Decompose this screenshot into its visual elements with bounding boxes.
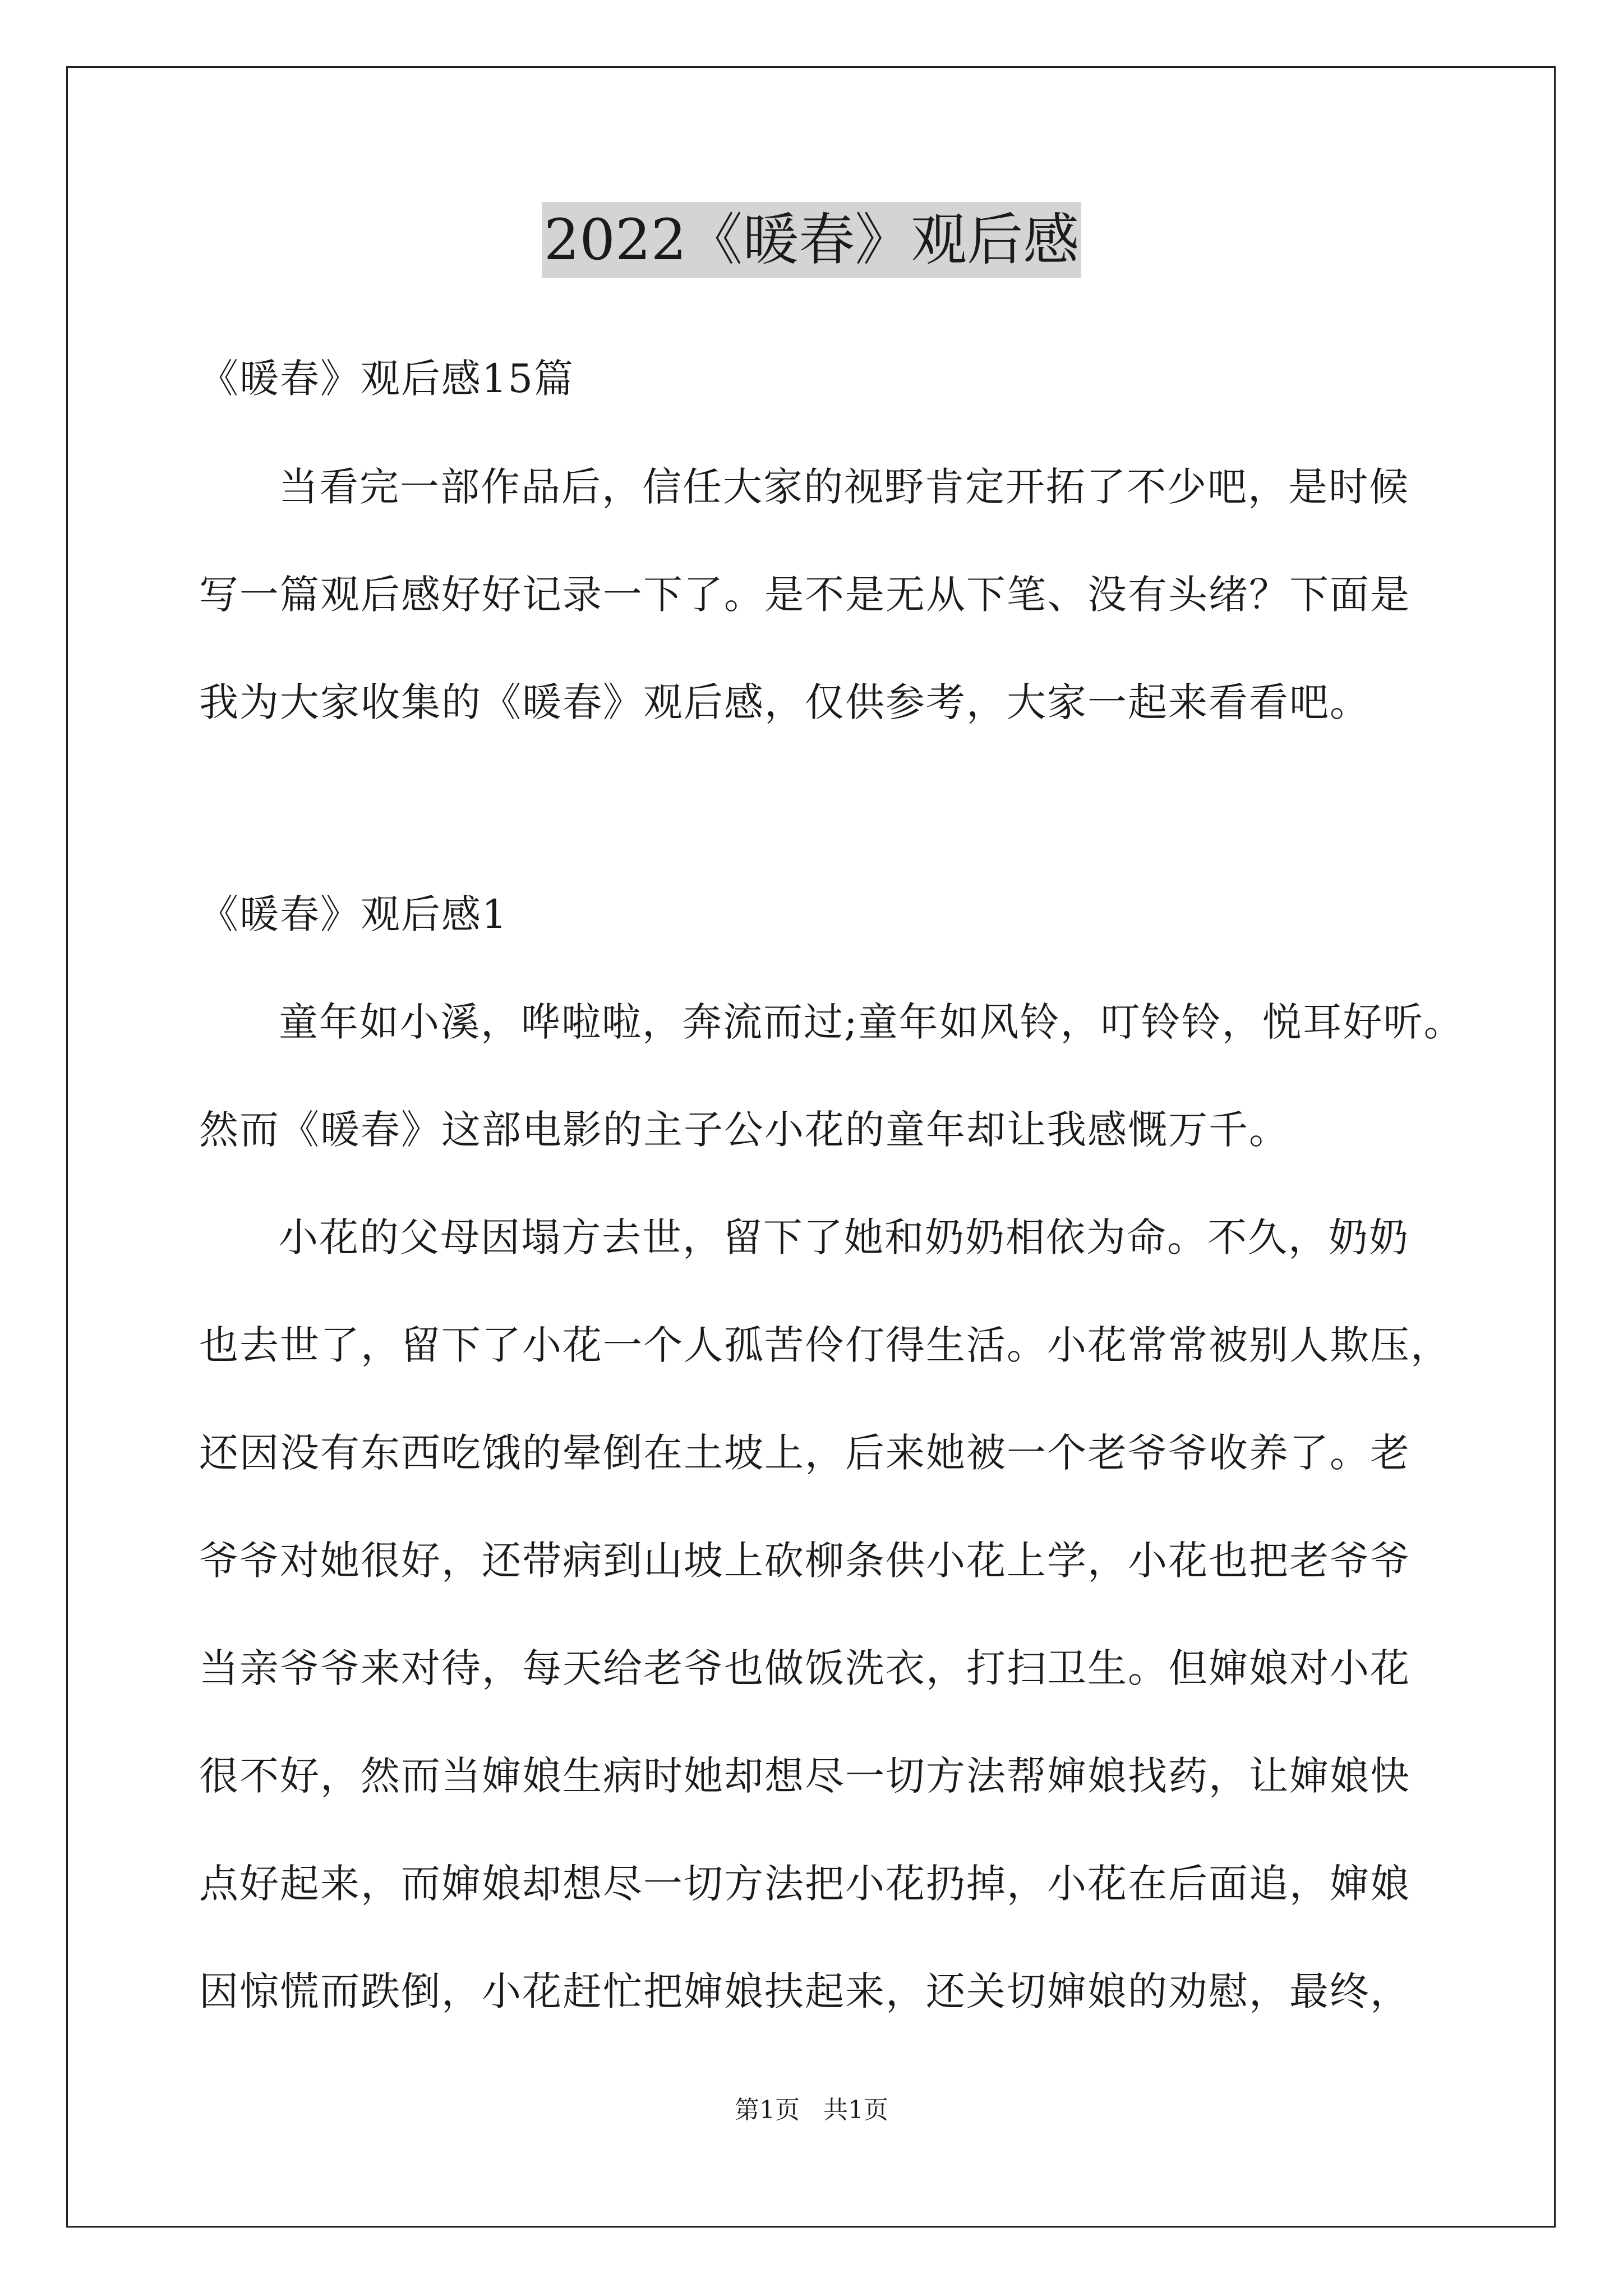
intro-line-1: 当看完一部作品后，信任大家的视野肯定开拓了不少吧，是时候: [279, 464, 1409, 510]
document-title: 2022《暖春》观后感: [542, 202, 1082, 278]
paragraph2-line-3: 还因没有东西吃饿的晕倒在土坡上，后来她被一个老爷爷收养了。老: [199, 1430, 1410, 1476]
section-heading: 《暖春》观后感1: [199, 891, 508, 937]
intro-line-2: 写一篇观后感好好记录一下了。是不是无从下笔、没有头绪？下面是: [199, 572, 1410, 618]
paragraph2-line-1: 小花的父母因塌方去世，留下了她和奶奶相依为命。不久，奶奶: [279, 1214, 1409, 1260]
page-footer: 第1页 共1页: [735, 2096, 888, 2124]
title-container: [0, 202, 1623, 278]
paragraph2-line-8: 因惊慌而跌倒，小花赶忙把婶娘扶起来，还关切婶娘的劝慰，最终，: [199, 1968, 1410, 2014]
paragraph2-line-2: 也去世了，留下了小花一个人孤苦伶仃得生活。小花常常被别人欺压，: [199, 1322, 1451, 1368]
paragraph2-line-7: 点好起来，而婶娘却想尽一切方法把小花扔掉，小花在后面追，婶娘: [199, 1861, 1410, 1907]
intro-line-3: 我为大家收集的《暖春》观后感，仅供参考，大家一起来看看吧。: [199, 679, 1370, 725]
paragraph2-line-4: 爷爷对她很好，还带病到山坡上砍柳条供小花上学，小花也把老爷爷: [199, 1538, 1410, 1584]
paragraph2-line-5: 当亲爷爷来对待，每天给老爷也做饭洗衣，打扫卫生。但婶娘对小花: [199, 1645, 1410, 1691]
subtitle: 《暖春》观后感15篇: [199, 356, 575, 402]
paragraph2-line-6: 很不好，然而当婶娘生病时她却想尽一切方法帮婶娘找药，让婶娘快: [199, 1753, 1410, 1799]
paragraph1-line-2: 然而《暖春》这部电影的主子公小花的童年却让我感慨万千。: [199, 1107, 1289, 1153]
paragraph1-line-1: 童年如小溪，哗啦啦，奔流而过;童年如风铃，叮铃铃，悦耳好听。: [279, 999, 1464, 1045]
